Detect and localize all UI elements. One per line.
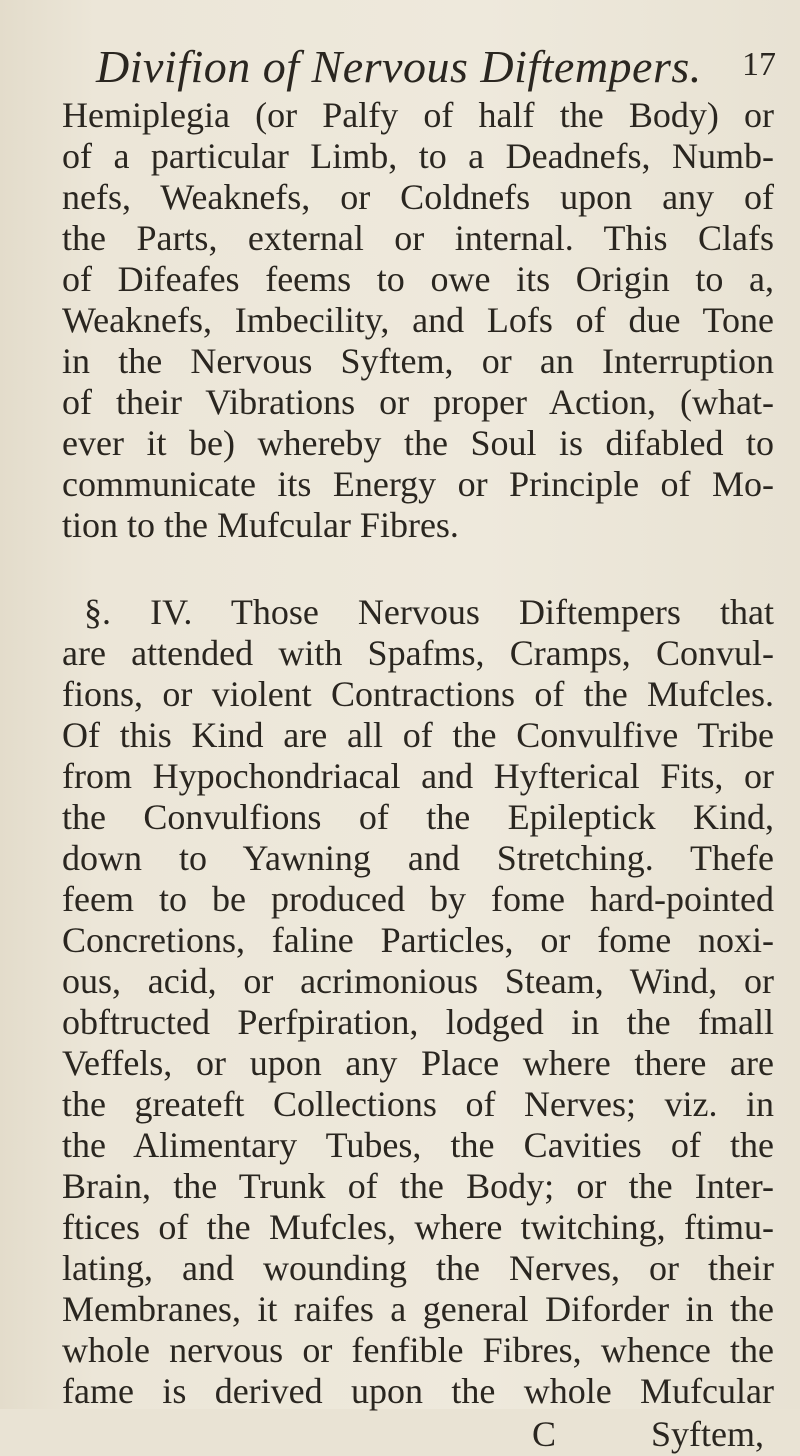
text-line: the Parts, external or internal. This Clafs: [62, 218, 774, 258]
text-line: nefs, Weaknefs, or Coldnefs upon any of: [62, 177, 774, 217]
text-line: the Alimentary Tubes, the Cavities of the: [62, 1125, 774, 1165]
text-line: communicate its Energy or Principle of Mo-: [62, 464, 774, 504]
text-line: down to Yawning and Stretching. Thefe: [62, 838, 774, 878]
text-line: in the Nervous Syftem, or an Interruption: [62, 341, 774, 381]
text-line: the Convulfions of the Epileptick Kind,: [62, 797, 774, 837]
text-line: of a particular Limb, to a Deadnefs, Numb-: [62, 136, 774, 176]
text-line: obftructed Perfpiration, lodged in the fmall: [62, 1002, 774, 1042]
text-line: feem to be produced by fome hard-pointed: [62, 879, 774, 919]
body-text: [62, 95, 774, 1456]
text-line: Brain, the Trunk of the Body; or the Inter-: [62, 1166, 774, 1206]
text-line: the greateft Collections of Nerves; viz. in: [62, 1084, 774, 1124]
text-line: Membranes, it raifes a general Diforder in the: [62, 1289, 774, 1329]
text-line: ever it be) whereby the Soul is difabled to: [62, 423, 774, 463]
text-line: Concretions, faline Particles, or fome noxi-: [62, 920, 774, 960]
text-line: fame is derived upon the whole Mufcular: [62, 1371, 774, 1411]
paragraph-gap: [62, 546, 774, 592]
text-line: of their Vibrations or proper Action, (what-: [62, 382, 774, 422]
text-line: Weaknefs, Imbecility, and Lofs of due Tone: [62, 300, 774, 340]
page-header: [96, 40, 776, 100]
catchword: Syftem,: [651, 1414, 764, 1454]
text-line: fions, or violent Contractions of the Mufcles.: [62, 674, 774, 714]
text-line: tion to the Mufcular Fibres.: [62, 505, 459, 545]
paragraph-2: [62, 592, 774, 1412]
text-line: of Difeafes feems to owe its Origin to a,: [62, 259, 774, 299]
paragraph-1: [62, 95, 774, 546]
text-line: whole nervous or fenfible Fibres, whence the: [62, 1330, 774, 1370]
text-line: are attended with Spafms, Cramps, Convul-: [62, 633, 774, 673]
text-line: Veffels, or upon any Place where there are: [62, 1043, 774, 1083]
running-title: Divifion of Nervous Diftempers.: [96, 41, 702, 92]
text-line: lating, and wounding the Nerves, or their: [62, 1248, 774, 1288]
text-line: Hemiplegia (or Palfy of half the Body) or: [62, 95, 774, 135]
text-line: ftices of the Mufcles, where twitching, ftimu-: [62, 1207, 774, 1247]
text-line: from Hypochondriacal and Hyfterical Fits, or: [62, 756, 774, 796]
section-heading-line: §. IV. Those Nervous Diftempers that: [84, 592, 774, 632]
text-line: Of this Kind are all of the Convulfive Tribe: [62, 715, 774, 755]
text-line: ous, acid, or acrimonious Steam, Wind, or: [62, 961, 774, 1001]
signature-mark: C: [532, 1414, 557, 1454]
page-footer: [62, 1412, 774, 1456]
page-number: 17: [742, 46, 776, 83]
